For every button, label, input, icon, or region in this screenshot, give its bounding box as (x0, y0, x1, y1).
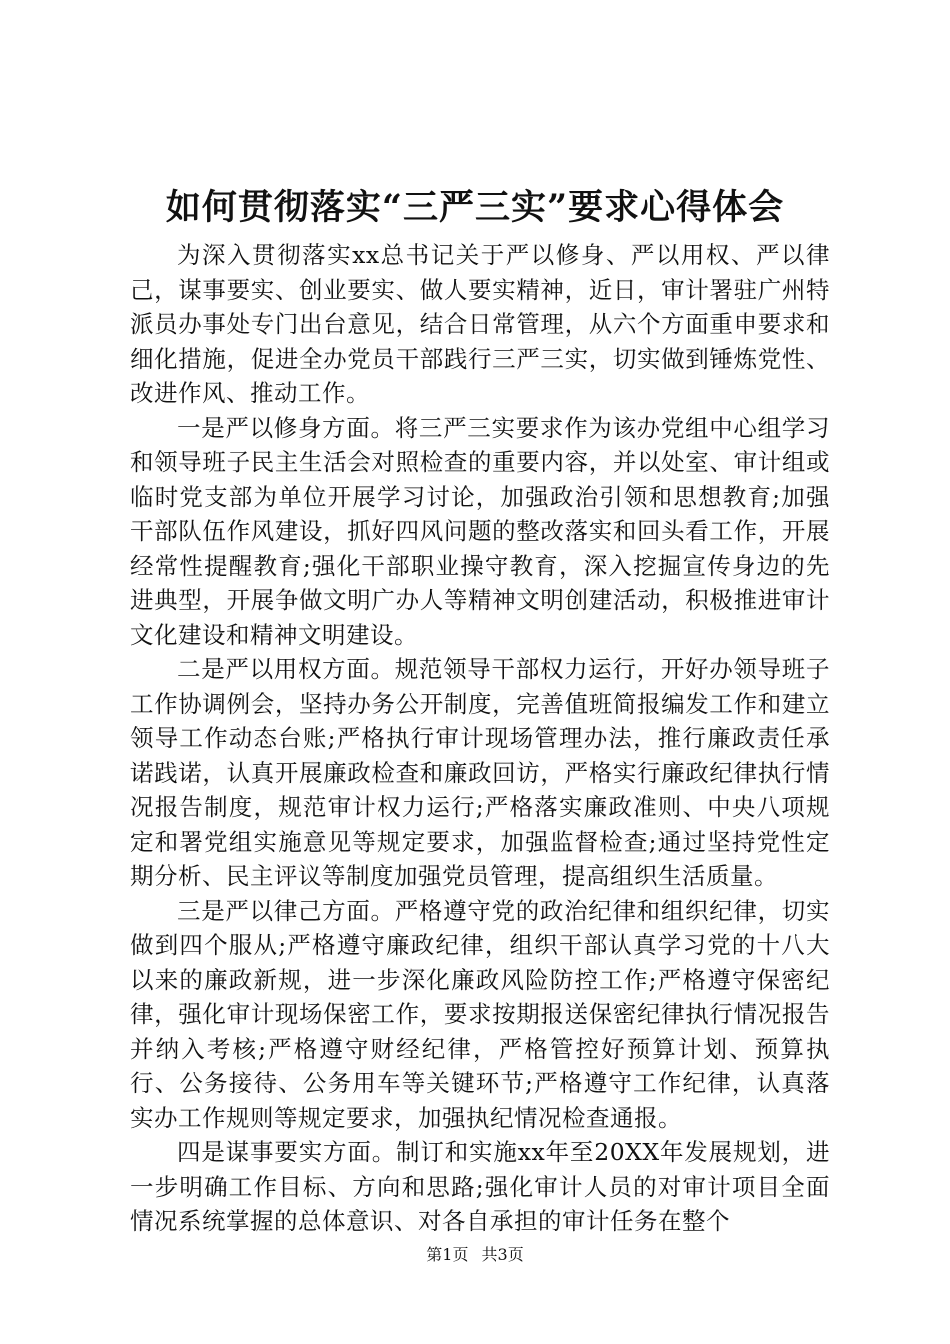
document-title: 如何贯彻落实“三严三实”要求心得体会 (165, 187, 785, 228)
page-number: 第1页 (426, 1245, 469, 1264)
page-total: 共3页 (481, 1245, 524, 1264)
paragraph-intro: 为深入贯彻落实xx总书记关于严以修身、严以用权、严以律己，谋事要实、创业要实、做人要实精神，近日，审计署驻广州特派员办事处专门出台意见，结合日常管理，从六个方面重申要求和细化措施，促进全办党员干部践行三严三实，切实做到锤炼党性、改进作风、推动工作。 (130, 241, 830, 407)
paragraph-point-3: 三是严以律己方面。严格遵守党的政治纪律和组织纪律，切实做到四个服从;严格遵守廉政纪律，组织干部认真学习党的十八大以来的廉政新规，进一步深化廉政风险防控工作;严格遵守保密纪律，强化审计现场保密工作，要求按期报送保密纪律执行情况报告并纳入考核;严格遵守财经纪律，严格管控好预算计划、预算执行、公务接待、公务用车等关键环节;严格遵守工作纪律，认真落实办工作规则等规定要求，加强执纪情况检查通报。 (130, 896, 830, 1132)
paragraph-point-4: 四是谋事要实方面。制订和实施xx年至20XX年发展规划，进一步明确工作目标、方向和思路;强化审计人员的对审计项目全面情况系统掌握的总体意识、对各自承担的审计任务在整个 (130, 1138, 830, 1235)
paragraph-point-2: 二是严以用权方面。规范领导干部权力运行，开好办领导班子工作协调例会，坚持办务公开制度，完善值班简报编发工作和建立领导工作动态台账;严格执行审计现场管理办法，推行廉政责任承诺践诺，认真开展廉政检查和廉政回访，严格实行廉政纪律执行情况报告制度，规范审计权力运行;严格落实廉政准则、中央八项规定和署党组实施意见等规定要求，加强监督检查;通过坚持党性定期分析、民主评议等制度加强党员管理，提高组织生活质量。 (130, 655, 830, 890)
paragraph-point-1: 一是严以修身方面。将三严三实要求作为该办党组中心组学习和领导班子民主生活会对照检查的重要内容，并以处室、审计组或临时党支部为单位开展学习讨论，加强政治引领和思想教育;加强干部队伍作风建设，抓好四风问题的整改落实和回头看工作，开展经常性提醒教育;强化干部职业操守教育，深入挖掘宣传身边的先进典型，开展争做文明广办人等精神文明创建活动，积极推进审计文化建设和精神文明建设。 (130, 413, 830, 649)
document-body (130, 238, 830, 1239)
page-footer (0, 1243, 950, 1267)
